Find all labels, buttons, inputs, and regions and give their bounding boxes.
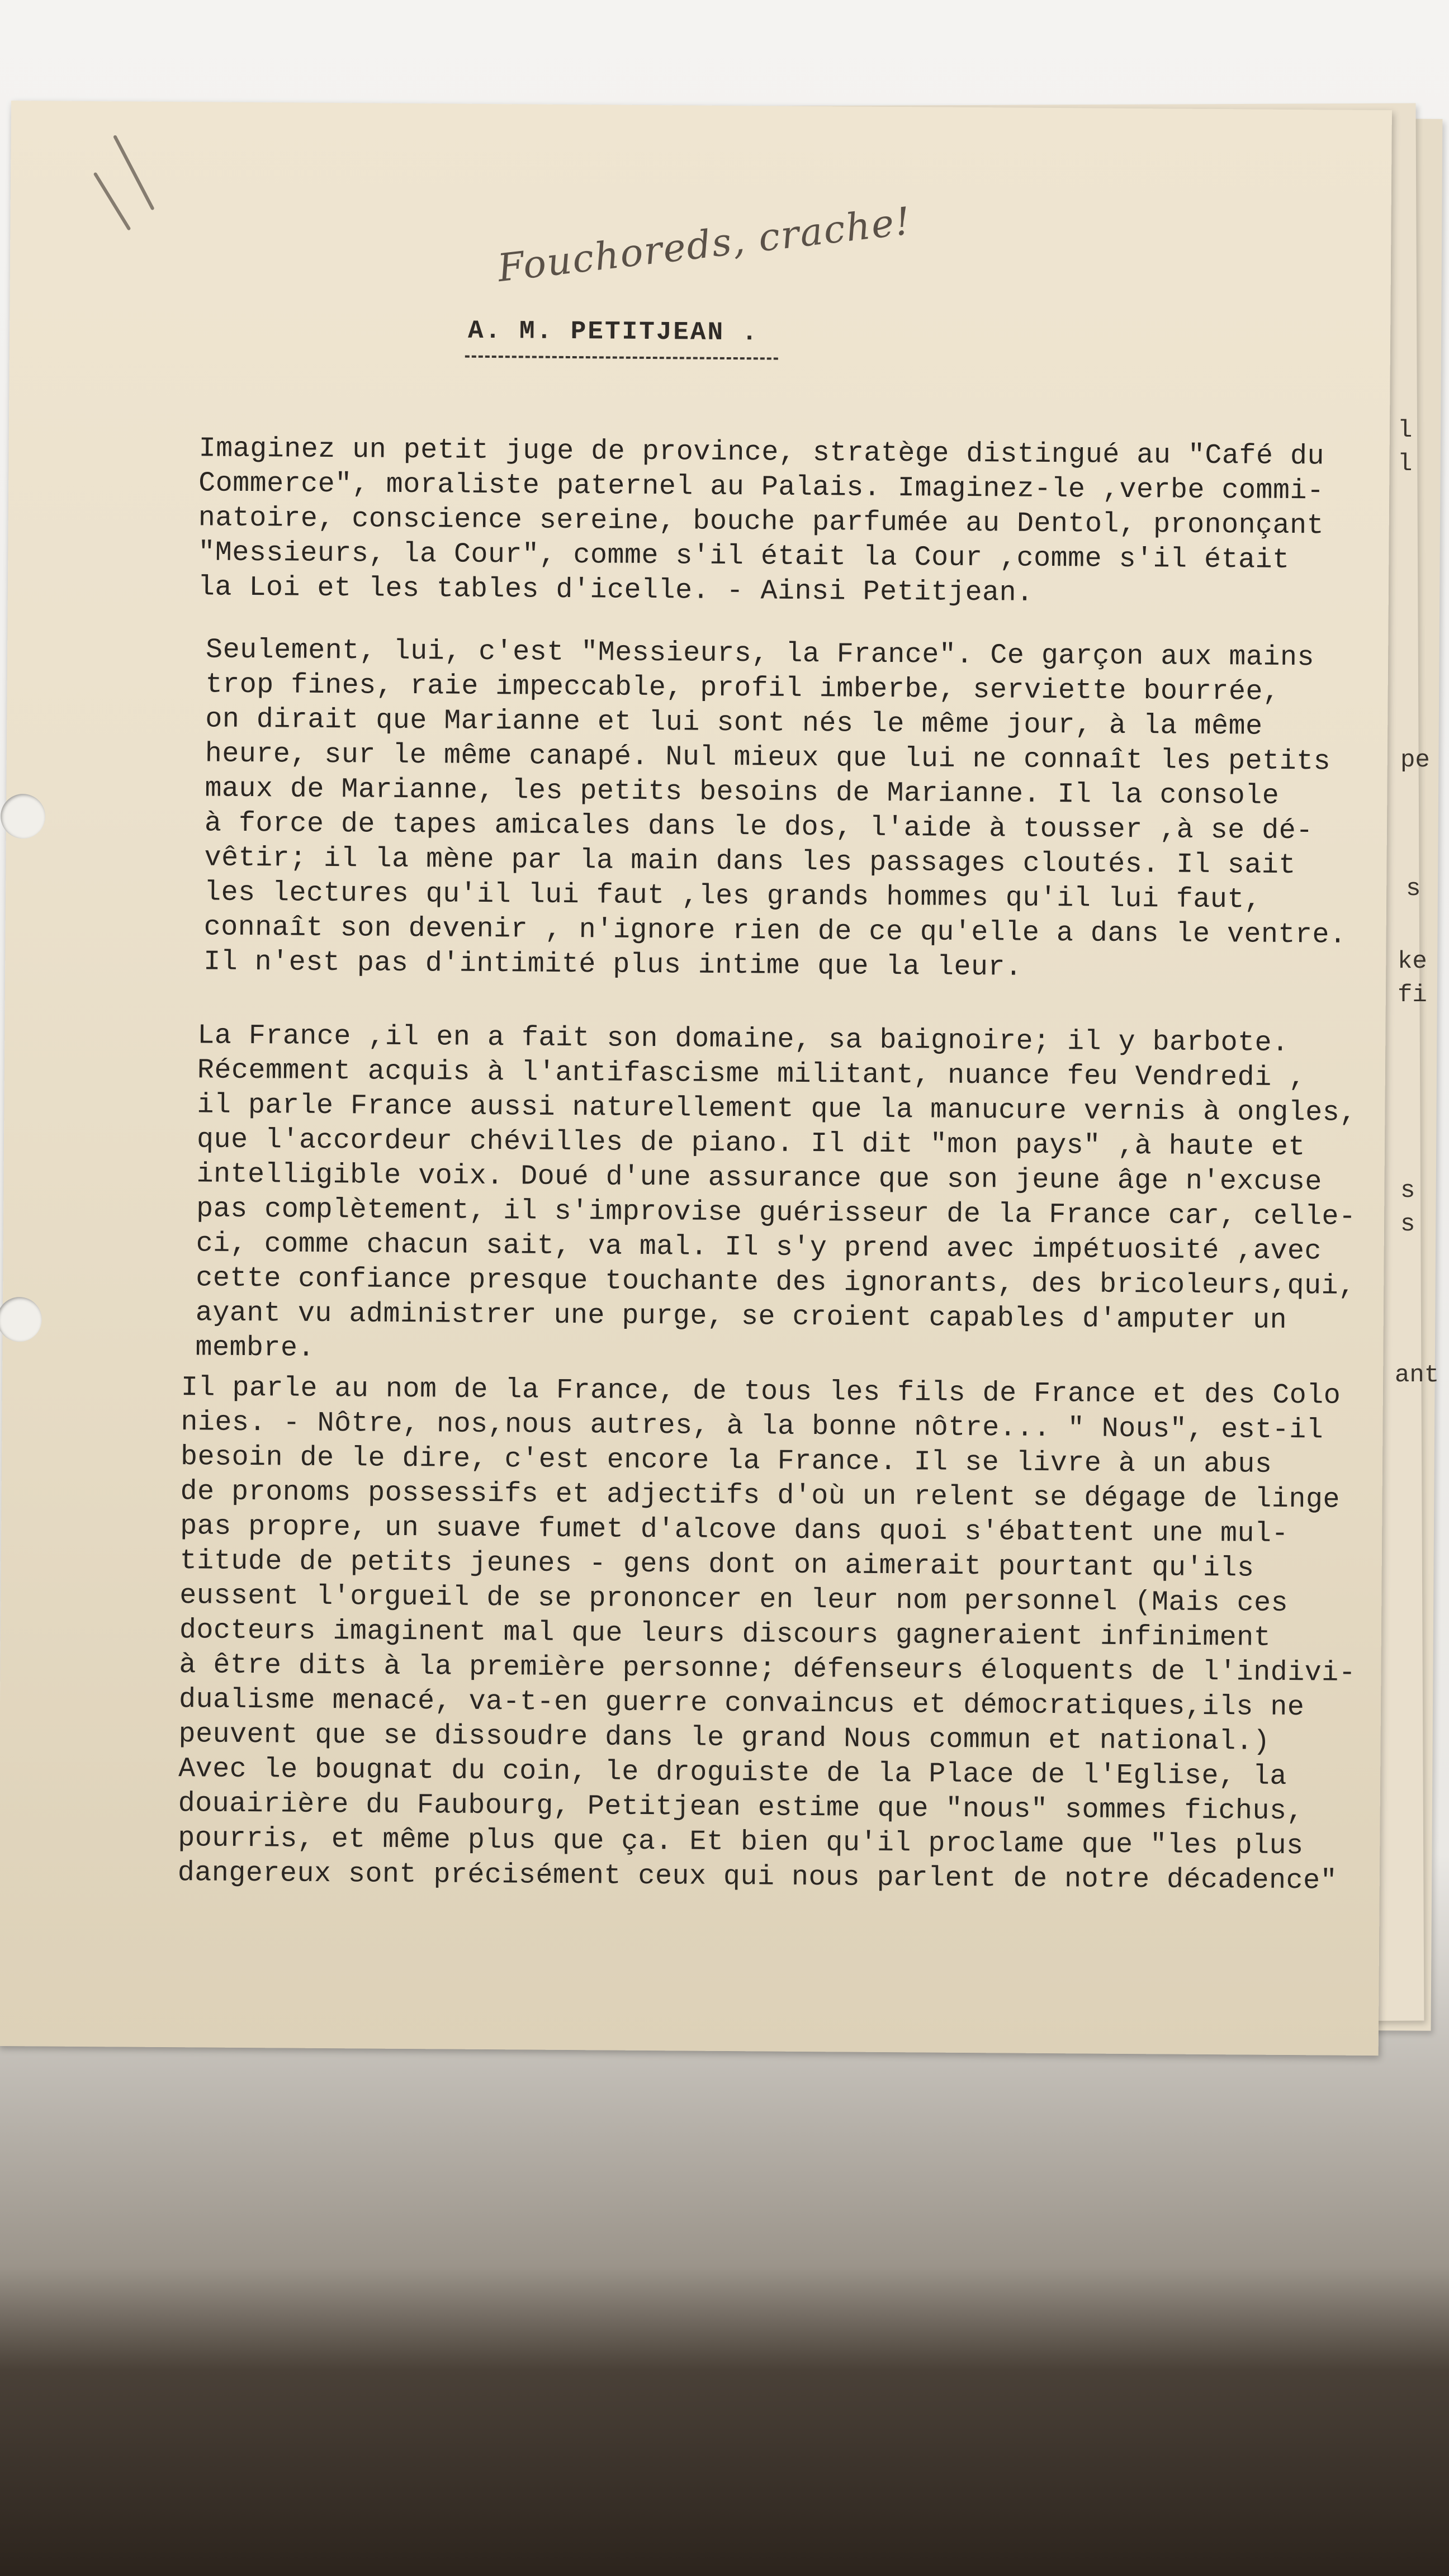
edge-fragment: l l xyxy=(1398,416,1413,478)
page-title: A. M. PETITJEAN . xyxy=(467,316,759,348)
pencil-mark xyxy=(93,172,131,230)
edge-fragment: ant xyxy=(1395,1361,1439,1389)
paragraph-4: Il parle au nom de la France, de tous les fils de France et des Colo nies. - Nôtre, nos,nous autres, à la bonne nôtre... " Nous", est-il besoin de le dire, c'est encore la France. Il se livre à un abus de pronoms possessifs et adjectifs d'où un relent se dégage de linge pas propre, un suave fumet d'alcove dans quoi s'ébattent une mul- titude de petits jeunes - gens dont on aimerait pourtant qu'ils eussent l'orgueil de se prononcer en leur nom personnel (Mais ces docteurs imaginent mal que leurs discours gagneraient infiniment à être dits à la première personne; défenseurs éloquents de l'indivi- dualisme menacé, va-t-en guerre convaincus et démocratiques,ils ne peuvent que se dissoudre dans le grand Nous commun et national.) Avec le bougnat du coin, le droguiste de la Place de l'Eglise, la douairière du Faubourg, Petitjean estime que "nous" sommes fichus, pourris, et même plus que ça. Et bien qu'il proclame que "les plus dangereux sont précisément ceux qui nous parlent de notre décadence" xyxy=(177,1372,1356,1897)
punch-hole xyxy=(1,794,46,839)
pencil-mark xyxy=(113,135,155,211)
edge-fragment: s s xyxy=(1400,1177,1415,1238)
paragraph-3: La France ,il en a fait son domaine, sa baignoire; il y barbote. Récemment acquis à l'antifascisme militant, nuance feu Vendredi , il parle France aussi naturellement que la manucure vernis à ongles, que l'accordeur chévilles de piano. Il dit "mon pays" ,à haute et intelligible voix. Doué d'une assurance que son jeune âge n'excuse pas complètement, il s'improvise guérisseur de la France car, celle- ci, comme chacun sait, va mal. Il s'y prend avec impétuosité ,avec cette confiance presque touchante des ignorants, des bricoleurs,qui, ayant vu administrer une purge, se croient capables d'amputer un membre. xyxy=(195,1020,1357,1365)
edge-fragment: s xyxy=(1406,875,1421,903)
edge-fragment: pe xyxy=(1400,746,1430,774)
title-underline xyxy=(465,356,778,360)
paragraph-2: Seulement, lui, c'est "Messieurs, la France". Ce garçon aux mains trop fines, raie impeccable, profil imberbe, serviette bourrée, on dirait que Marianne et lui sont nés le même jour, à la même heure, sur le même canapé. Nul mieux que lui ne connaît les petits maux de Marianne, les petits besoins de Marianne. Il la console à force de tapes amicales dans le dos, l'aide à tousser ,à se dé- vêtir; il la mène par la main dans les passages cloutés. Il sait les lectures qu'il lui faut ,les grands hommes qu'il lui faut, connaît son devenir , n'ignore rien de ce qu'elle a dans le ventre. Il n'est pas d'intimité plus intime que la leur. xyxy=(203,634,1347,984)
punch-hole xyxy=(0,1297,42,1342)
handwritten-note: Fouchoreds, crache! xyxy=(495,199,914,291)
edge-fragment: ke fi xyxy=(1398,948,1427,1009)
paragraph-1: Imaginez un petit juge de province, stratège distingué au "Café du Commerce", moraliste paternel au Palais. Imaginez-le ,verbe commi- natoire, conscience sereine, bouche parfumée au Dentol, prononçant "Messieurs, la Cour", comme s'il était la Cour ,comme s'il était la Loi et les tables d'icelle. - Ainsi Petitjean. xyxy=(197,433,1325,609)
typed-page xyxy=(0,101,1392,2056)
